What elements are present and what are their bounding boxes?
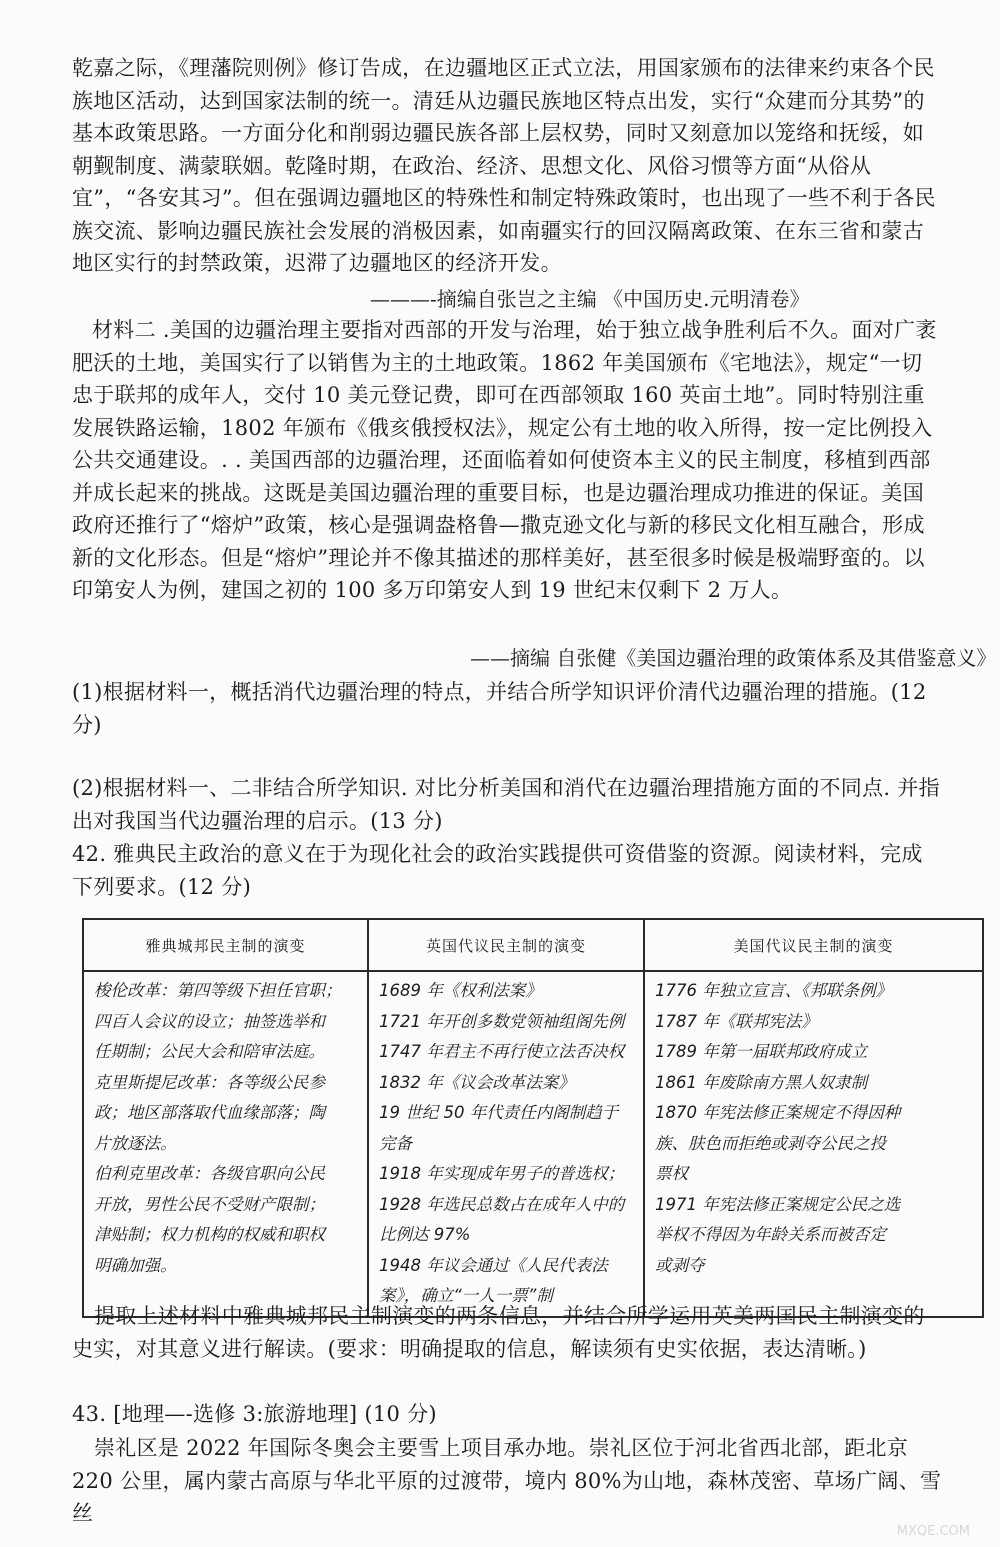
material1-source: ———-摘编自张岂之主编 《中国历史.元明清卷》 xyxy=(370,287,810,311)
site-watermark: MXQE.COM xyxy=(896,1524,970,1539)
cell-britain xyxy=(368,971,644,1317)
material2-text: 材料二 .美国的边疆治理主要指对西部的开发与治理，始于独立战争胜利后不久。面对广袤肥沃的土地，美国实行了以销售为主的土地政策。1862 年美国颁布《宅地法》，规定“一切忠于联邦的成年人，交付 10 美元登记费，即可在西部领取 160 英亩土地”。同时特别注重发展铁路运输，1802 年颁布《俄亥俄授权法》，规定公有土地的收入所得，按一定比例投入公共交通建设。. . 美国西部的边疆治理，还面临着如何使资本主义的民主制度，移植到西部并成长起来的挑战。这既是美国边疆治理的重要目标，也是边疆治理成功推进的保证。美国政府还推行了“熔炉”政策，核心是强调盎格鲁—撒克逊文化与新的移民文化相互融合，形成新的文化形态。但是“熔炉”理论并不像其描述的那样美好，甚至很多时候是极端野蛮的。以印第安人为例，建国之初的 100 多万印第安人到 19 世纪末仅剩下 2 万人。 xyxy=(72,318,937,602)
athens-line: 克里斯提尼改革：各等级公民参 xyxy=(94,1072,325,1092)
britain-line: 1918 年实现成年男子的普选权； xyxy=(379,1164,625,1183)
athens-line: 四百人会议的设立；抽签选举和 xyxy=(94,1011,325,1031)
britain-line: 19 世纪 50 年代责任内阁制趋于 xyxy=(379,1103,619,1122)
britain-line: 1747 年君主不再行使立法否决权 xyxy=(379,1042,625,1061)
usa-line: 1971 年宪法修正案规定公民之选 xyxy=(655,1194,901,1214)
question-43-text: 崇礼区是 2022 年国际冬奥会主要雪上项目承办地。崇礼区位于河北省西北部，距北京 220 公里，属内蒙古高原与华北平原的过渡带，境内 80%为山地，森林茂密、草场广阔、雪丝 xyxy=(72,1436,942,1525)
britain-line: 1721 年开创多数党领袖组阁先例 xyxy=(379,1011,625,1031)
britain-line: 完备 xyxy=(379,1133,412,1153)
question-1: (1)根据材料一，概括消代边疆治理的特点，并结合所学知识评价清代边疆治理的措施。(12分) xyxy=(72,680,927,737)
usa-line: 1776 年独立宣言、《邦联条例》 xyxy=(655,981,892,1000)
britain-line: 案》，确立“一人一票”制 xyxy=(379,1286,553,1305)
header-usa: 美国代议民主制的演变 xyxy=(644,919,983,971)
header-britain: 英国代议民主制的演变 xyxy=(368,919,644,971)
question-42-intro: 42. 雅典民主政治的意义在于为现化社会的政治实践提供可资借鉴的资源。阅读材料，完成下列要求。(12 分) xyxy=(72,842,923,899)
athens-line: 津贴制；权力机构的权威和职权 xyxy=(94,1225,325,1244)
cell-usa xyxy=(644,971,983,1317)
athens-line: 任期制；公民大会和陪审法庭。 xyxy=(94,1042,325,1061)
athens-line: 政；地区部落取代血缘部落；陶 xyxy=(94,1103,325,1122)
britain-line: 1928 年选民总数占在成年人中的 xyxy=(379,1194,625,1214)
usa-line: 或剥夺 xyxy=(655,1255,705,1275)
britain-line: 1689 年《权利法案》 xyxy=(379,981,542,1000)
democracy-evolution-table xyxy=(82,918,984,1318)
question-43-title: 43. [地理—-选修 3:旅游地理] (10 分) xyxy=(72,1402,437,1426)
athens-line: 梭伦改革：第四等级下担任官职； xyxy=(94,981,342,1000)
britain-line: 1948 年议会通过《人民代表法 xyxy=(379,1255,608,1275)
usa-line: 票权 xyxy=(655,1164,688,1183)
usa-line: 举权不得因为年龄关系而被否定 xyxy=(655,1225,886,1244)
britain-line: 比例达 97% xyxy=(379,1225,471,1244)
usa-line: 1789 年第一届联邦政府成立 xyxy=(655,1042,868,1061)
material2-source: ——摘编 自张健《美国边疆治理的政策体系及其借鉴意义》 xyxy=(470,646,997,670)
header-athens: 雅典城邦民主制的演变 xyxy=(83,919,368,971)
material1-text: 乾嘉之际，《理藩院则例》修订告成，在边疆地区正式立法，用国家颁布的法律来约束各个民族地区活动，达到国家法制的统一。清廷从边疆民族地区特点出发，实行“众建而分其势”的基本政策思路。一方面分化和削弱边疆民族各部上层权势，同时又刻意加以笼络和抚绥，如朝觐制度、满蒙联姻。乾隆时期，在政治、经济、思想文化、风俗习惯等方面“从俗从宜”，“各安其习”。但在强调边疆地区的特殊性和制定特殊政策时，也出现了一些不利于各民族交流、影响边疆民族社会发展的消极因素，如南疆实行的回汉隔离政策、在东三省和蒙古地区实行的封禁政策，迟滞了边疆地区的经济开发。 xyxy=(72,56,936,275)
athens-line: 明确加强。 xyxy=(94,1255,177,1275)
athens-line: 伯利克里改革：各级官职向公民 xyxy=(94,1164,325,1183)
usa-line: 族、肤色而拒绝或剥夺公民之投 xyxy=(655,1133,886,1153)
usa-line: 1870 年宪法修正案规定不得因种 xyxy=(655,1103,901,1122)
usa-line: 1861 年废除南方黑人奴隶制 xyxy=(655,1072,868,1092)
athens-line: 片放逐法。 xyxy=(94,1133,177,1153)
cell-athens xyxy=(83,971,368,1317)
athens-line: 开放，男性公民不受财产限制； xyxy=(94,1194,325,1214)
britain-line: 1832 年《议会改革法案》 xyxy=(379,1072,575,1092)
question-2: (2)根据材料一、二非结合所学知识. 对比分析美国和消代在边疆治理措施方面的不同点. 并指出对我国当代边疆治理的启示。(13 分) xyxy=(72,776,940,833)
question-42-task: 提取上述材料中雅典城邦民主制演变的两条信息，并结合所学运用英美两国民主制演变的史实，对其意义进行解读。(要求：明确提取的信息，解读须有史实依据，表达清晰。) xyxy=(72,1304,925,1361)
usa-line: 1787 年《联邦宪法》 xyxy=(655,1011,818,1031)
